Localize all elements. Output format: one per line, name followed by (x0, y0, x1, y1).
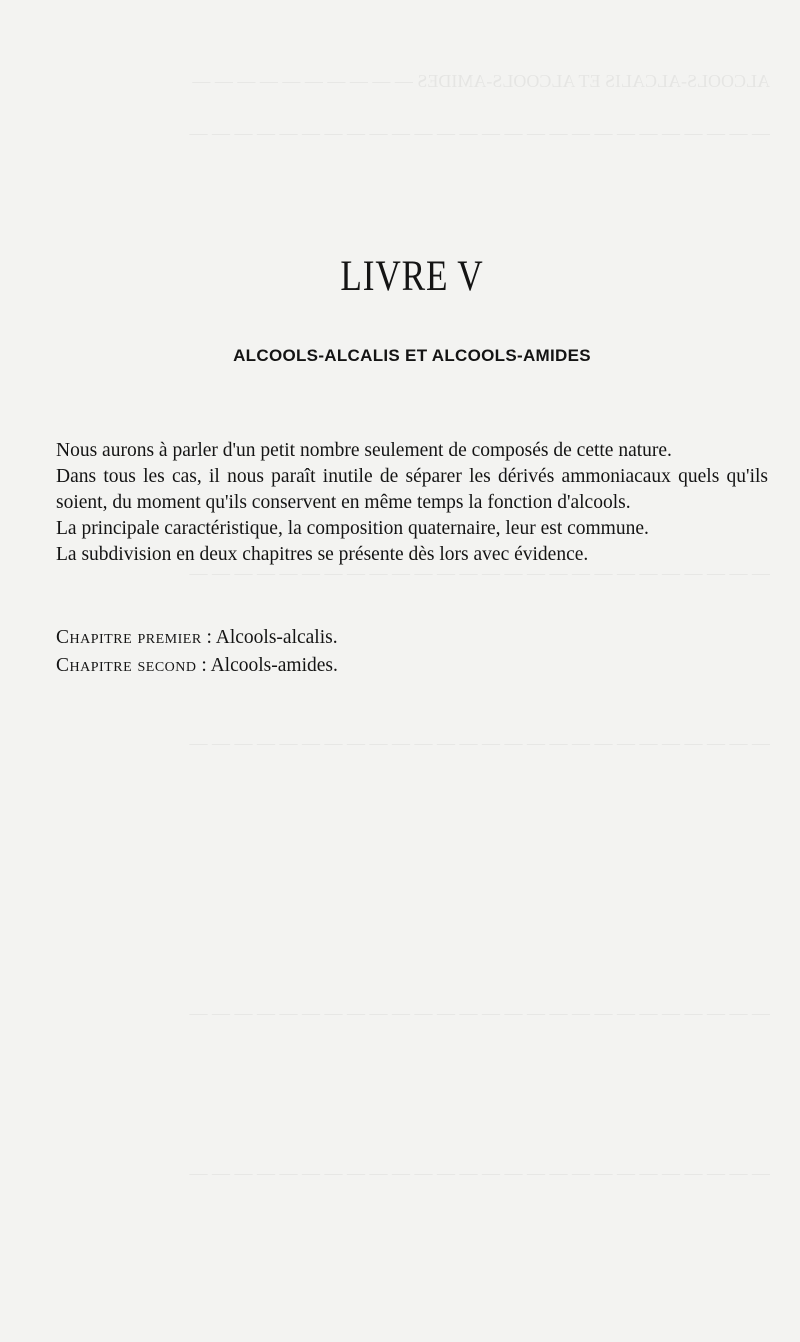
bleed-through-text: — — — — — — — — — — — — — — — — — — — — — — — — — — (189, 733, 770, 753)
paragraph: Dans tous les cas, il nous paraît inutile de séparer les dérivés ammoniacaux quels qu'ils soient, du moment qu'ils conservent en même temps la fonction d'alcools. (56, 466, 768, 513)
chapter-label: Chapitre second (56, 655, 197, 676)
bleed-through-text: — — — — — — — — — — — — — — — — — — — — — — — — — — (189, 123, 770, 143)
bleed-through-text: ALCOOLS-ALCALIS ET ALCOOLS-AMIDES — — — — — — — — — — (192, 71, 770, 91)
paragraph: La subdivision en deux chapitres se présente dès lors avec évidence. (56, 544, 589, 565)
chapter-title: Alcools-alcalis. (215, 627, 338, 648)
intro-text (56, 438, 768, 568)
bleed-through-text: — — — — — — — — — — — — — — — — — — — — — — — — — — (189, 1003, 770, 1023)
paragraph: La principale caractéristique, la composition quaternaire, leur est commune. (56, 518, 649, 539)
book-page (56, 0, 768, 1342)
chapter-entry (56, 652, 768, 680)
chapter-list (56, 624, 768, 680)
chapter-title: Alcools-amides. (210, 655, 338, 676)
chapter-entry (56, 624, 768, 652)
book-part-title: LIVRE V (340, 253, 484, 300)
chapter-separator: : (196, 655, 211, 676)
bleed-through-text: — — — — — — — — — — — — — — — — — — — — — — — — — — (189, 1163, 770, 1183)
paragraph: Nous aurons à parler d'un petit nombre seulement de composés de cette nature. (56, 440, 672, 461)
chapter-separator: : (201, 627, 216, 648)
bleed-through-text: — — — — — — — — — — — — — — — — — — — — — — — — — — (189, 563, 770, 583)
book-part-subtitle: ALCOOLS-ALCALIS ET ALCOOLS-AMIDES (233, 346, 591, 365)
chapter-label: Chapitre premier (56, 627, 202, 648)
